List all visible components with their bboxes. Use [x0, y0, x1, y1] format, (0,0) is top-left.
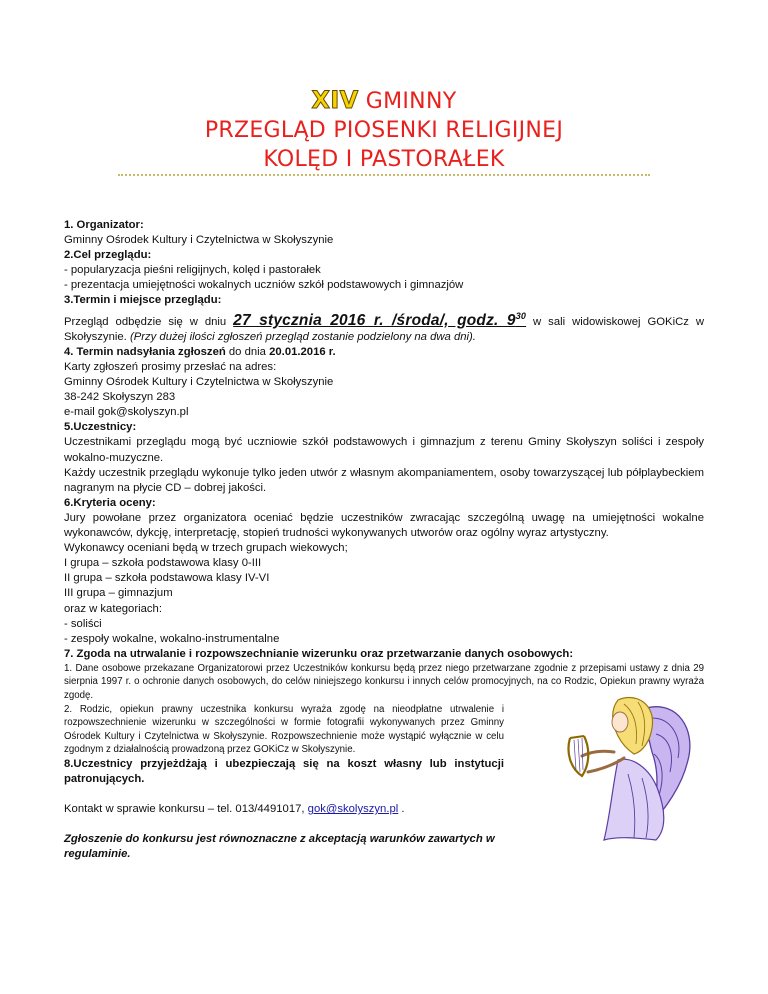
- address-line: Karty zgłoszeń prosimy przesłać na adres:: [64, 361, 277, 373]
- contact-text: Kontakt w sprawie konkursu – tel. 013/4491017,: [64, 803, 308, 816]
- section-5-heading: 5.Uczestnicy:: [64, 421, 137, 434]
- criteria-line: II grupa – szkoła podstawowa klasy IV-VI: [64, 572, 270, 585]
- goal-item: - prezentacja umiejętności wokalnych uczniów szkół podstawowych i gimnazjów: [64, 279, 464, 292]
- goal-item: - popularyzacja pieśni religijnych, kolęd i pastorałek: [64, 264, 321, 277]
- edition-number: XIV: [311, 86, 359, 114]
- criteria-line: III grupa – gimnazjum: [64, 587, 173, 600]
- title-gminny: GMINNY: [365, 89, 457, 114]
- data-processing-paragraph: 1. Dane osobowe przekazane Organizatorowi przez Uczestników konkursu będą przez niego przetwarzane zgodnie z przepisami ustawy z dnia 29 sierpnia 1997 r. o ochronie danych osobowych, do celów niniejszego konkursu i innych celów promocyjnych, na co Rodzic, Opiekun prawny wyraża zgodę.: [64, 662, 704, 702]
- angel-illustration: [548, 690, 698, 842]
- image-consent-paragraph: 2. Rodzic, opiekun prawny uczestnika konkursu wyraża zgodę na nieodpłatne utrwalenie i rozpowszechnienie wizerunku w szczególności w formie fotografii wykonywanych przez Gminny Ośrodek Kultury i Czytelnictwa w Skołyszynie. Rozpowszechnienie może wystąpić wyłącznie w celu zgodnym z działalnością prowadzoną przez GOKiCz w Skołyszynie.: [64, 703, 504, 756]
- section-1-heading: 1. Organizator:: [64, 219, 144, 231]
- jury-paragraph: Jury powołane przez organizatora oceniać będzie uczestników zwracając szczególną uwagę na umiejętności wokalne wykonawców, dykcję, interpretację, stopień trudności wykonywanych utworów oraz ogólny wyraz artystyczny.: [64, 511, 704, 540]
- contact-email-link[interactable]: gok@skolyszyn.pl: [307, 803, 399, 816]
- split-note: (Przy dużej ilości zgłoszeń przegląd zostanie podzielony na dwa dni).: [129, 330, 476, 343]
- event-date-text: 27 stycznia 2016 r. /środa/, godz. 9: [233, 311, 516, 329]
- section-6-heading: 6.Kryteria oceny:: [64, 496, 156, 509]
- address-line: Gminny Ośrodek Kultury i Czytelnictwa w Skołyszynie: [64, 376, 334, 389]
- deadline-heading-line: [64, 345, 704, 360]
- section-8-heading: 8.Uczestnicy przyjeżdżają i ubezpieczają się na koszt własny lub instytucji patronujących.: [64, 758, 504, 786]
- section-7-heading: 7. Zgoda na utrwalanie i rozpowszechnianie wizerunku oraz przetwarzanie danych osobowych:: [64, 647, 574, 660]
- criteria-line: - zespoły wokalne, wokalno-instrumentalne: [64, 632, 280, 645]
- section-3-heading: 3.Termin i miejsce przeglądu:: [64, 294, 222, 307]
- address-line: 38-242 Skołyszyn 283: [64, 391, 176, 404]
- section-4-heading: 4. Termin nadsyłania zgłoszeń: [64, 345, 226, 358]
- title-line-1: [0, 86, 768, 116]
- document-title: [0, 86, 768, 174]
- event-date: [233, 312, 526, 329]
- title-line-3: KOLĘD I PASTORAŁEK: [263, 147, 505, 172]
- criteria-line: oraz w kategoriach:: [64, 602, 162, 615]
- date-tail: w sali widowiskowej GOKiCz w Skołyszynie.: [64, 315, 704, 343]
- criteria-line: Wykonawcy oceniani będą w trzech grupach wiekowych;: [64, 542, 348, 555]
- section-2-heading: 2.Cel przeglądu:: [64, 249, 152, 262]
- participants-paragraph: Uczestnikami przeglądu mogą być uczniowie szkół podstawowych i gimnazjum z terenu Gminy Skołyszyn soliści i zespoły wokalno-muzyczne.: [64, 436, 704, 464]
- criteria-line: - soliści: [64, 617, 102, 630]
- organizer-name: Gminny Ośrodek Kultury i Czytelnictwa w Skołyszynie: [64, 234, 334, 247]
- address-line: e-mail gok@skolyszyn.pl: [64, 406, 189, 419]
- dotted-divider: [118, 174, 650, 176]
- criteria-line: I grupa – szkoła podstawowa klasy 0-III: [64, 557, 262, 570]
- contact-end: .: [398, 803, 405, 816]
- date-lead: Przegląd odbędzie się w dniu: [64, 315, 227, 328]
- title-line-2: PRZEGLĄD PIOSENKI RELIGIJNEJ: [204, 118, 564, 143]
- closing-statement: Zgłoszenie do konkursu jest równoznaczne z akceptacją warunków zawartych w regulaminie.: [64, 833, 495, 861]
- event-time-minutes: 30: [515, 310, 527, 321]
- event-date-paragraph: [64, 309, 704, 345]
- performance-paragraph: Każdy uczestnik przeglądu wykonuje tylko jeden utwór z własnym akompaniamentem, osoby towarzyszącej lub półplaybeckiem nagranym na płycie CD – dobrej jakości.: [64, 466, 704, 494]
- deadline-connector: do dnia: [225, 345, 270, 358]
- deadline-date: 20.01.2016 r.: [269, 345, 336, 358]
